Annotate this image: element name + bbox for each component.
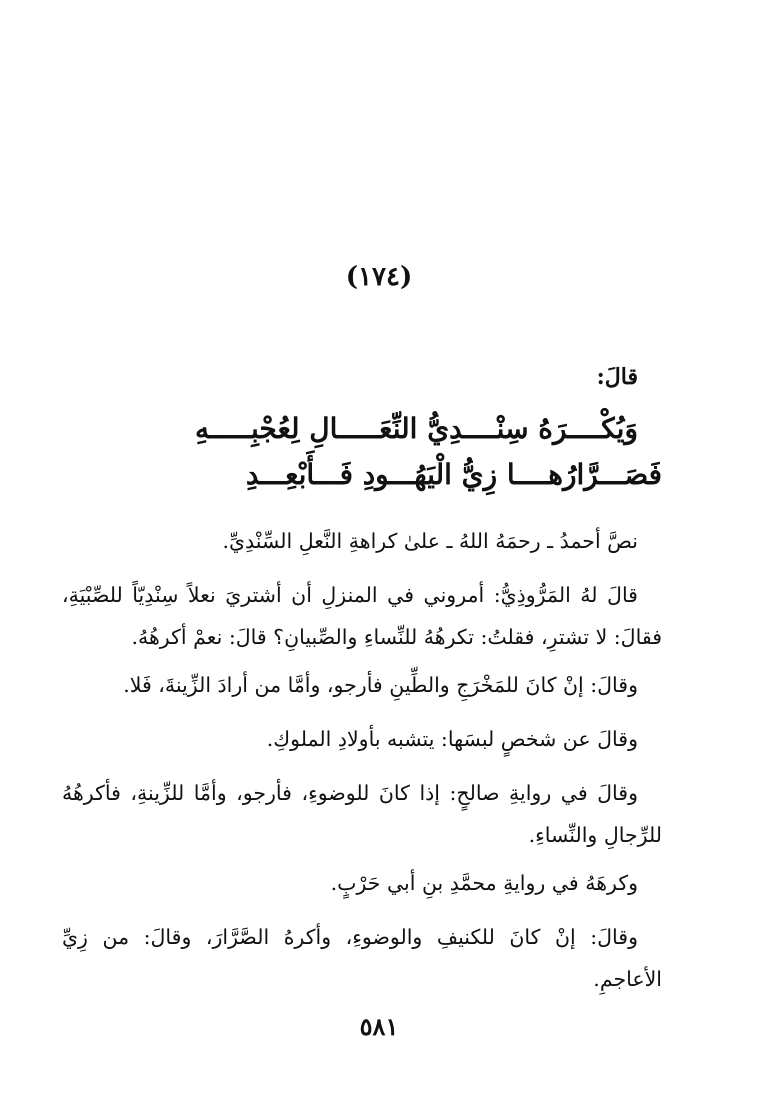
paragraph: وقالَ: إنْ كانَ للكنيفِ والوضوءِ، وأكرهُ الصَّرَّارَ، وقالَ: من زِيِّ الأعاجمِ. [62,925,662,991]
entry-number: (١٧٤) [345,262,413,292]
paragraph: وقالَ: إنْ كانَ للمَخْرَجِ والطِّينِ فأرجو، وأمَّا من أرادَ الزِّينةَ، فَلا. [123,673,638,697]
paragraph: وقالَ عن شخصٍ لبسَها: يتشبه بأولادِ الملوكِ. [266,727,638,751]
verse-line-1: وَيُكْــــرَهُ سِنْــــدِيُّ النِّعَـــــالِ لِعُجْبِـــــهِ [194,412,638,445]
verse-intro-label: قالَ: [596,364,638,390]
page-number: ٥٨١ [359,1012,399,1041]
paragraph: قالَ لهُ المَرُّوذِيُّ: أمروني في المنزلِ أن أشتريَ نعلاً سِنْدِيّاً للصِّبْيَةِ، فقالَ: لا تشترِ، فقلتُ: تكرهُهُ للنِّساءِ والصِّبيانِ؟ قالَ: نعمْ أكرهُهُ. [62,583,662,649]
paragraph: نصَّ أحمدُ ـ رحمَهُ اللهُ ـ علىٰ كراهةِ النَّعلِ السِّنْدِيِّ. [222,529,638,553]
verse-line-2: فَصَـــرَّارُهــــا زِيُّ الْيَهُـــودِ فَـــأَبْعِـــدِ [245,458,662,491]
paragraph: وكرهَهُ في روايةِ محمَّدِ بنِ أبي حَرْبٍ. [330,871,638,895]
paragraph: وقالَ في روايةِ صالحٍ: إذا كانَ للوضوءِ، فأرجو، وأمَّا للزِّينةِ، فأكرهُهُ للرِّجالِ والنِّساءِ. [62,781,662,847]
